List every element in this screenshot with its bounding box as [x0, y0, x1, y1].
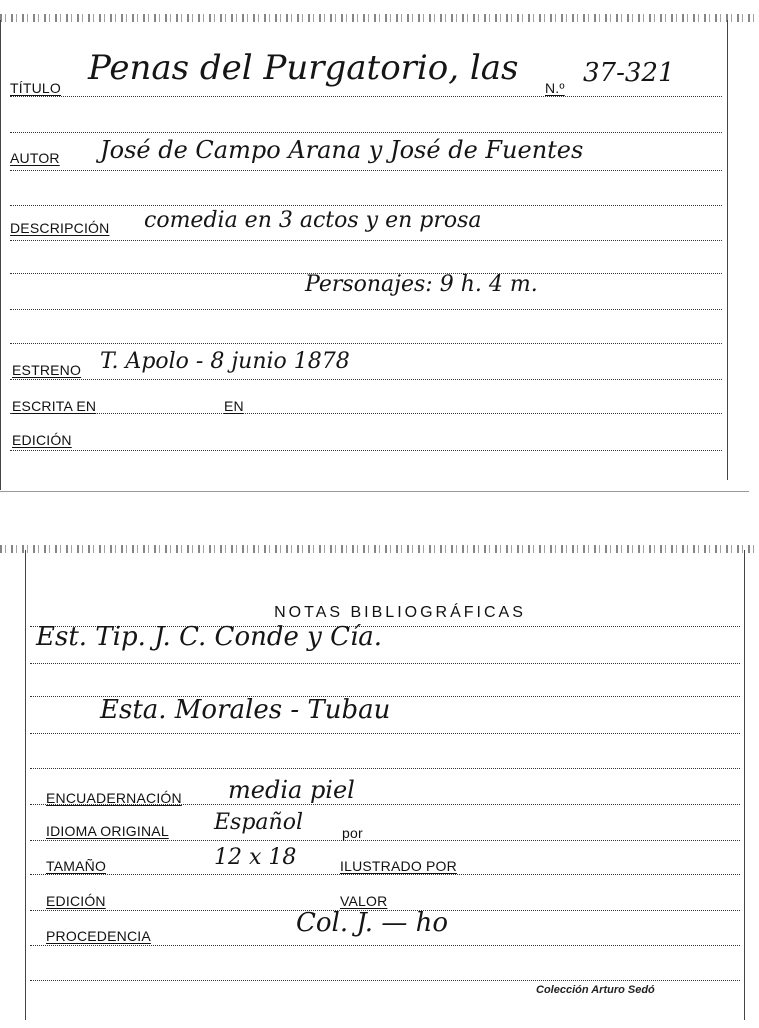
ilustrado-label: ILUSTRADO POR: [340, 858, 457, 874]
encuadernacion-value: media piel: [228, 776, 355, 804]
rule: [30, 663, 740, 664]
rule: [10, 343, 722, 344]
collection-credit: Colección Arturo Sedó: [536, 984, 655, 996]
idioma-label: IDIOMA ORIGINAL: [46, 823, 169, 839]
rule: [10, 132, 722, 133]
autor-label: AUTOR: [10, 150, 60, 166]
rule: [10, 205, 722, 206]
personajes-value: Personajes: 9 h. 4 m.: [305, 272, 538, 297]
rule: [30, 840, 740, 841]
valor-label: VALOR: [340, 893, 388, 909]
estreno-label: ESTRENO: [12, 362, 82, 378]
rule: [30, 980, 740, 981]
rule: [10, 450, 722, 451]
rule: [10, 413, 722, 414]
descripcion-value: comedia en 3 actos y en prosa: [144, 208, 482, 233]
rule: [10, 170, 722, 171]
notas-heading: NOTAS BIBLIOGRÁFICAS: [274, 604, 526, 621]
en-label: EN: [224, 398, 244, 414]
estreno-value: T. Apolo - 8 junio 1878: [100, 349, 350, 374]
rule: [10, 309, 722, 310]
note-line-2: Esta. Morales - Tubau: [100, 695, 391, 725]
autor-value: José de Campo Arana y José de Fuentes: [100, 136, 584, 164]
note-line-1: Est. Tip. J. C. Conde y Cía.: [36, 622, 383, 652]
card-top-edge: [0, 545, 759, 553]
card-right-border: [727, 20, 728, 480]
card-top-edge: [0, 14, 759, 22]
rule: [10, 240, 722, 241]
catalog-card-top: [0, 0, 759, 495]
rule: [10, 96, 722, 97]
idioma-value: Español: [214, 810, 303, 835]
escrita-en-label: ESCRITA EN: [12, 398, 97, 414]
descripcion-label: DESCRIPCIÓN: [10, 220, 110, 236]
titulo-value: Penas del Purgatorio, las: [88, 48, 519, 88]
rule: [30, 874, 740, 875]
edicion-label: EDICIÓN: [12, 432, 72, 448]
rule: [30, 733, 740, 734]
encuadernacion-label: ENCUADERNACIÓN: [46, 790, 182, 806]
tamano-value: 12 x 18: [214, 845, 297, 870]
titulo-label: TÍTULO: [10, 80, 61, 96]
rule: [30, 768, 740, 769]
catalog-card-bottom: [0, 540, 759, 1028]
tamano-label: TAMAÑO: [46, 858, 107, 874]
por-label: por: [342, 825, 363, 841]
edicion-label-notes: EDICIÓN: [46, 893, 106, 909]
procedencia-value: Col. J. — ho: [296, 908, 448, 938]
rule: [10, 379, 722, 380]
rule: [30, 945, 740, 946]
numero-label: N.º: [545, 80, 565, 96]
card-bottom-edge: [0, 491, 749, 492]
procedencia-label: PROCEDENCIA: [46, 928, 151, 944]
numero-value: 37-321: [583, 58, 675, 88]
card-left-border: [0, 20, 1, 490]
